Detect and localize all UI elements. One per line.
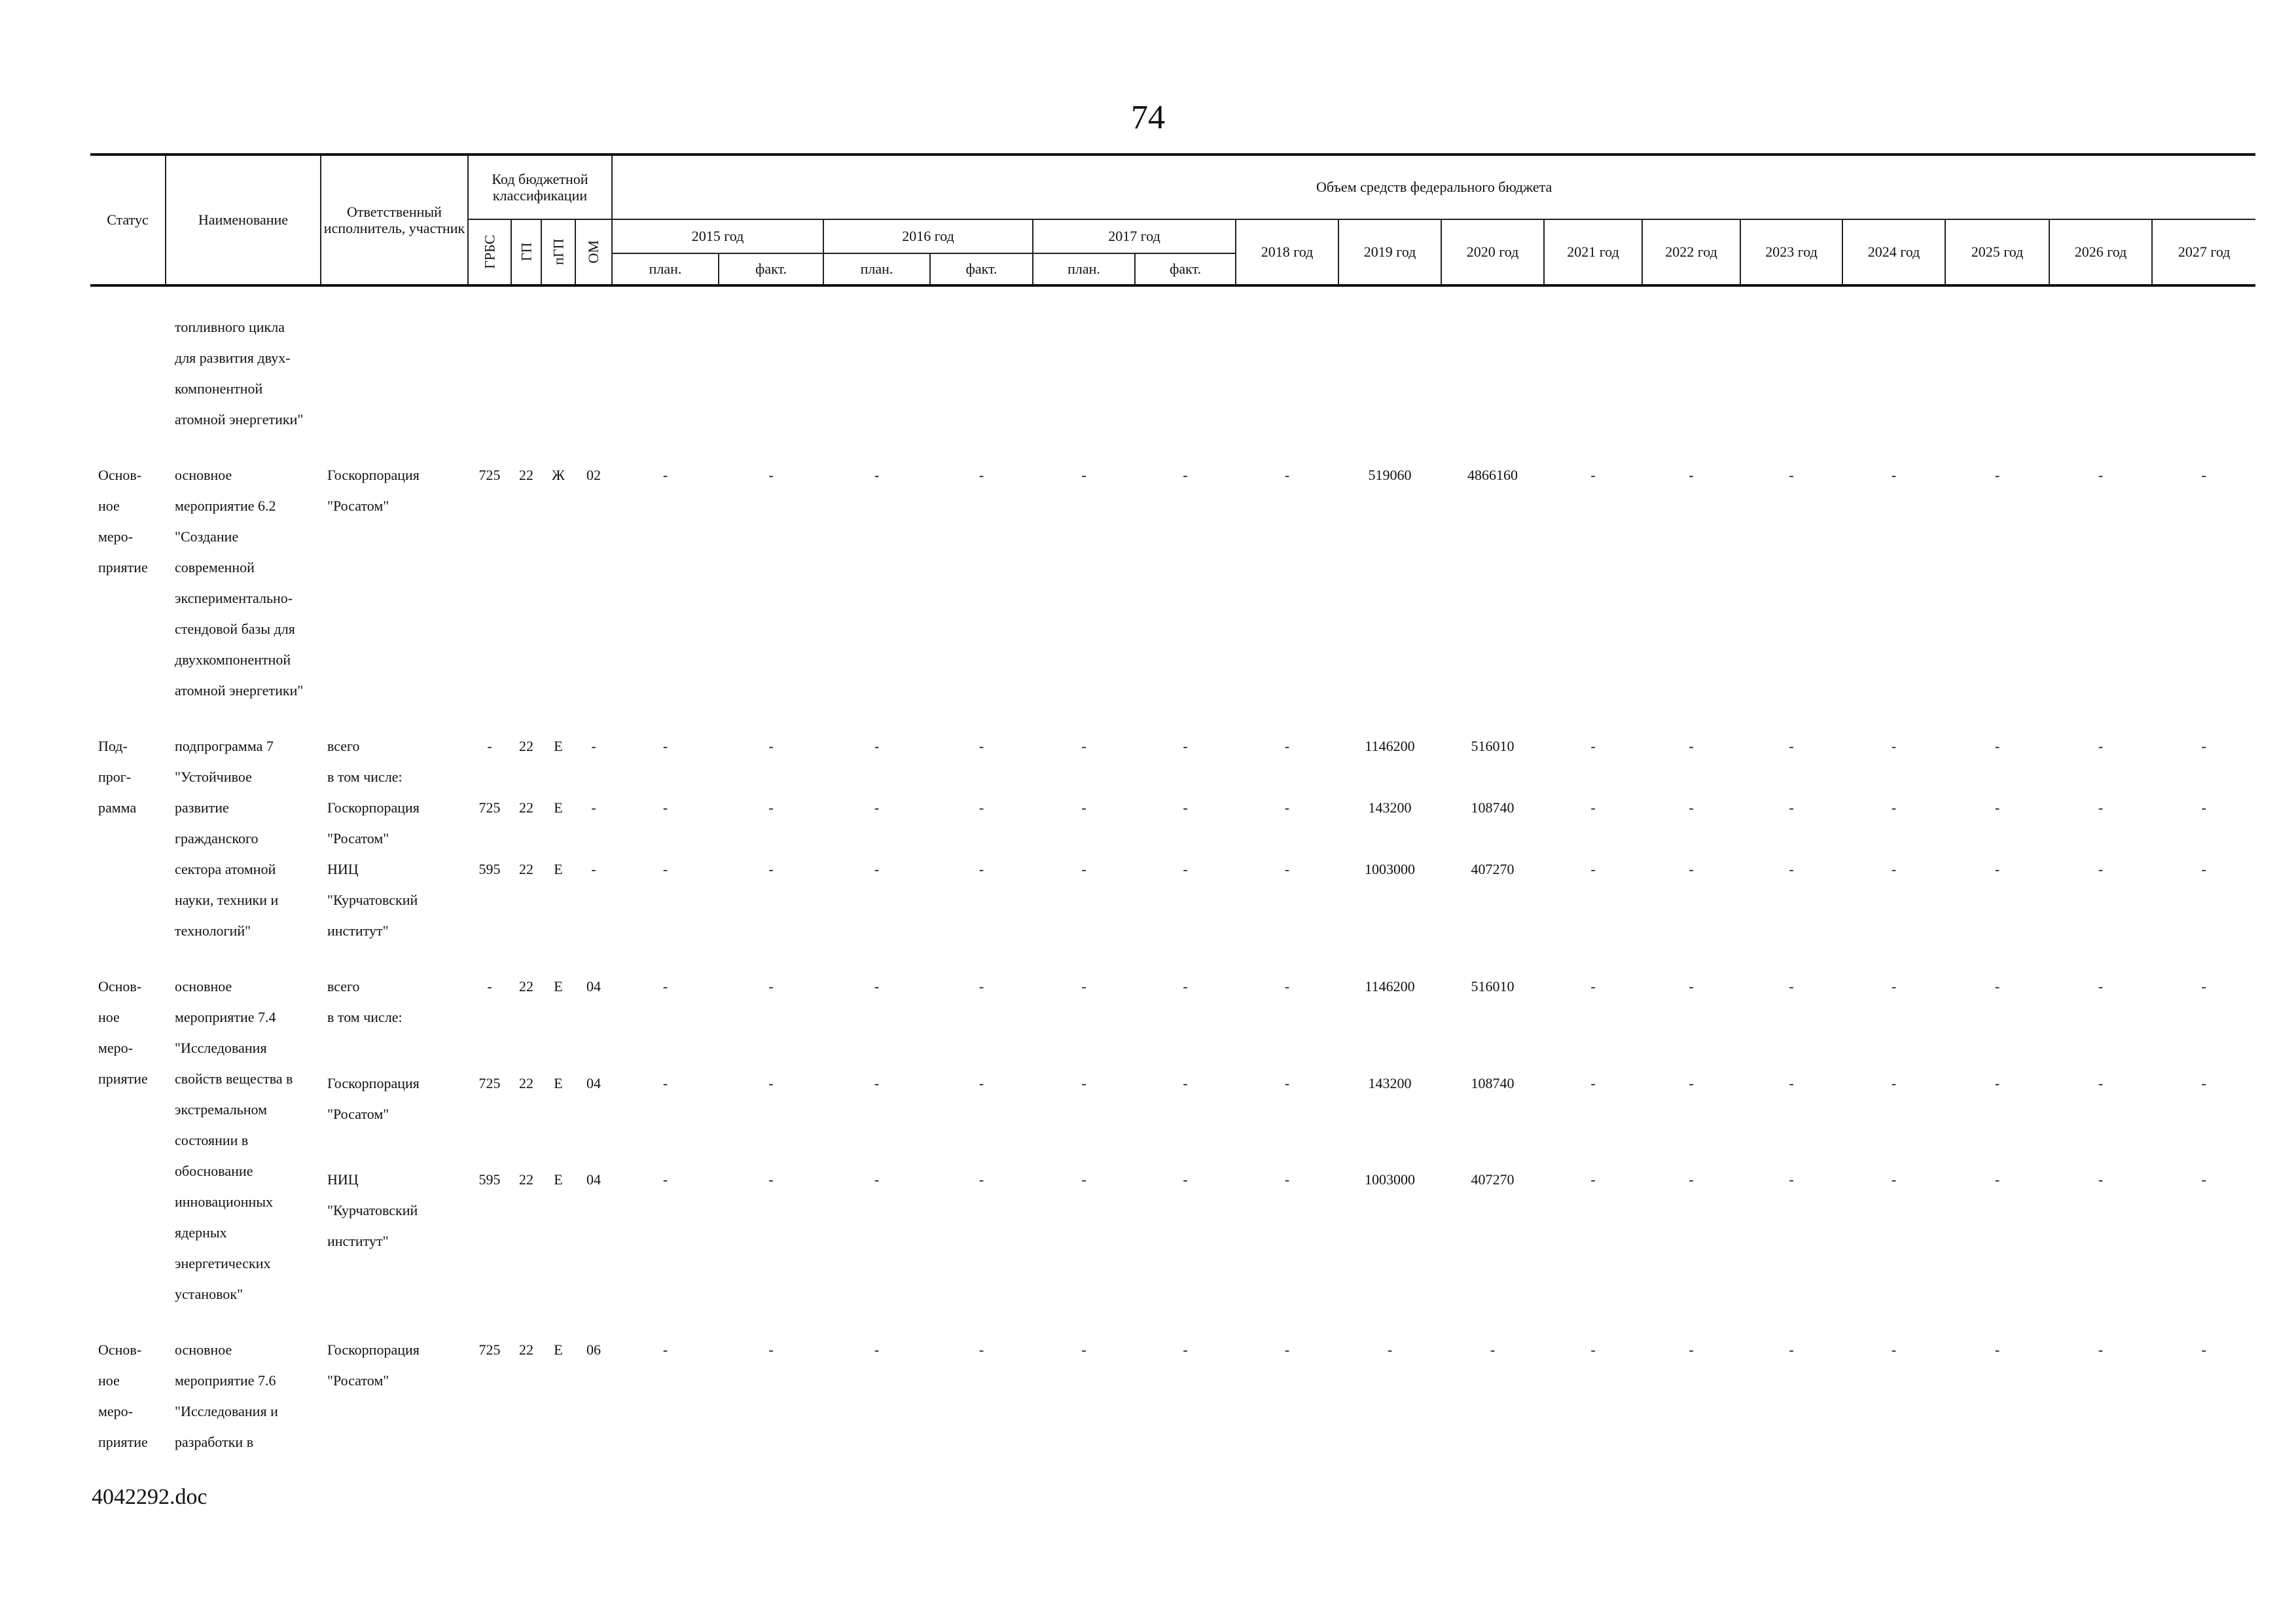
cell-code-pgp: Е: [554, 978, 563, 994]
cell-value: -: [2098, 738, 2104, 754]
cell-value: 407270: [1471, 1171, 1515, 1188]
cell-value: 516010: [1471, 978, 1515, 994]
budget-table: [90, 153, 2255, 1482]
cell-value: -: [1183, 738, 1188, 754]
cell-value: -: [768, 799, 774, 816]
cell-value: -: [1994, 738, 2000, 754]
row-spacer: [90, 435, 2255, 460]
cell-value: -: [1590, 799, 1596, 816]
header-code-om: ОМ: [575, 219, 612, 285]
cell-code-gp: 22: [519, 1074, 533, 1091]
cell-value: -: [662, 738, 668, 754]
cell-value: -: [1590, 861, 1596, 877]
header-responsible: Ответственный исполнитель, участник: [321, 155, 468, 285]
cell-name: топливного цикла для развития двух- компонентной атомной энергетики": [175, 319, 304, 428]
cell-value: [1135, 312, 1236, 435]
cell-value: -: [662, 1171, 668, 1188]
cell-value: -: [1891, 1074, 1897, 1091]
cell-code-pgp: Ж: [552, 467, 565, 483]
cell-value: -: [768, 861, 774, 877]
cell-value: 108740: [1471, 799, 1515, 816]
header-status: Статус: [90, 155, 166, 285]
cell-value: -: [2201, 1341, 2206, 1358]
cell-value: 516010: [1471, 738, 1515, 754]
cell-value: -: [1590, 1074, 1596, 1091]
header-year-2020: 2020 год: [1441, 219, 1544, 285]
cell-value: 1146200: [1365, 978, 1415, 994]
cell-value: -: [2098, 978, 2104, 994]
header-year-2016: 2016 год: [823, 219, 1033, 253]
cell-code-pgp: Е: [554, 738, 563, 754]
cell-value: -: [1284, 467, 1290, 483]
cell-value: -: [1789, 1074, 1794, 1091]
page-number: 74: [1131, 99, 1165, 136]
cell-value: -: [1891, 861, 1897, 877]
cell-value: -: [874, 861, 880, 877]
table-row: [90, 792, 2255, 854]
cell-value: [2152, 312, 2255, 435]
cell-value: -: [1789, 1341, 1794, 1358]
cell-value: -: [1284, 799, 1290, 816]
cell-value: -: [874, 1074, 880, 1091]
cell-value: -: [978, 1171, 984, 1188]
cell-code-gp: 22: [519, 1341, 533, 1358]
cell-value: [1945, 312, 2049, 435]
cell-code-pgp: Е: [554, 861, 563, 877]
cell-value: 519060: [1368, 467, 1412, 483]
cell-value: -: [1891, 738, 1897, 754]
cell-responsible: Госкорпорация "Росатом": [327, 799, 420, 847]
header-2016-fact: факт.: [930, 253, 1033, 285]
cell-value: -: [1789, 1171, 1794, 1188]
cell-responsible: всего в том числе:: [327, 978, 403, 1025]
header-year-2026: 2026 год: [2049, 219, 2152, 285]
header-year-2021: 2021 год: [1544, 219, 1642, 285]
cell-value: -: [2098, 1074, 2104, 1091]
row-spacer: [90, 1309, 2255, 1334]
table-row: [90, 731, 2255, 792]
cell-value: -: [2098, 861, 2104, 877]
cell-value: [1642, 312, 1740, 435]
table-body: [90, 285, 2255, 1482]
cell-code-grbs: -: [487, 978, 492, 994]
cell-value: -: [1789, 738, 1794, 754]
cell-value: 108740: [1471, 1074, 1515, 1091]
cell-value: -: [874, 467, 880, 483]
cell-code-gp: 22: [519, 799, 533, 816]
cell-value: -: [1183, 1171, 1188, 1188]
cell-value: -: [1081, 1074, 1086, 1091]
cell-value: [612, 312, 719, 435]
cell-code-gp: 22: [519, 1171, 533, 1188]
cell-value: -: [2201, 861, 2206, 877]
cell-value: -: [978, 1074, 984, 1091]
cell-value: 1146200: [1365, 738, 1415, 754]
cell-code-om: 06: [586, 1341, 601, 1358]
cell-code-grbs: 725: [478, 799, 501, 816]
cell-responsible: НИЦ "Курчатовский институт": [327, 861, 418, 939]
cell-value: -: [1590, 467, 1596, 483]
cell-value: -: [874, 1341, 880, 1358]
cell-code-om: 04: [586, 1171, 601, 1188]
cell-value: 143200: [1368, 799, 1412, 816]
cell-value: -: [1284, 738, 1290, 754]
cell-value: -: [1183, 1074, 1188, 1091]
table-row: [90, 1334, 2255, 1457]
cell-value: -: [1789, 978, 1794, 994]
header-budget-volume: Объем средств федерального бюджета: [612, 155, 2255, 219]
cell-value: -: [978, 861, 984, 877]
cell-value: -: [1891, 799, 1897, 816]
cell-value: -: [1689, 1171, 1694, 1188]
row-spacer: [90, 1457, 2255, 1482]
row-spacer: [90, 285, 2255, 312]
cell-value: [930, 312, 1033, 435]
cell-value: -: [1590, 738, 1596, 754]
cell-value: -: [978, 1341, 984, 1358]
header-code-pgp: пГП: [541, 219, 575, 285]
cell-code-grbs: -: [487, 738, 492, 754]
cell-value: [1338, 312, 1441, 435]
cell-value: [719, 312, 823, 435]
cell-value: -: [768, 978, 774, 994]
cell-code-om: -: [591, 799, 596, 816]
table-row: [90, 312, 2255, 435]
cell-code-grbs: 725: [478, 1074, 501, 1091]
header-year-2022: 2022 год: [1642, 219, 1740, 285]
cell-code-om: -: [591, 738, 596, 754]
cell-code-pgp: [541, 312, 575, 435]
cell-value: -: [1081, 978, 1086, 994]
cell-status: [90, 312, 166, 435]
table-row: [90, 971, 2255, 1068]
cell-value: -: [874, 1171, 880, 1188]
header-year-2019: 2019 год: [1338, 219, 1441, 285]
cell-code-pgp: Е: [554, 799, 563, 816]
cell-code-om: -: [591, 861, 596, 877]
cell-value: -: [1689, 467, 1694, 483]
cell-responsible: всего в том числе:: [327, 738, 403, 785]
cell-value: -: [768, 1074, 774, 1091]
cell-code-gp: 22: [519, 467, 533, 483]
header-2016-plan: план.: [823, 253, 930, 285]
cell-value: -: [2201, 1171, 2206, 1188]
cell-responsible: Госкорпорация "Росатом": [327, 467, 420, 514]
cell-code-gp: [511, 312, 541, 435]
cell-responsible: [321, 312, 468, 435]
cell-value: -: [2098, 1171, 2104, 1188]
cell-status: Под- прог- рамма: [98, 738, 137, 816]
header-code-grbs: ГРБС: [468, 219, 511, 285]
cell-value: -: [1183, 467, 1188, 483]
cell-value: -: [1891, 467, 1897, 483]
cell-value: -: [1994, 978, 2000, 994]
cell-code-gp: 22: [519, 738, 533, 754]
cell-value: -: [978, 738, 984, 754]
cell-code-om: 04: [586, 1074, 601, 1091]
header-year-2018: 2018 год: [1236, 219, 1338, 285]
cell-value: 4866160: [1467, 467, 1518, 483]
cell-value: -: [1183, 799, 1188, 816]
cell-name: основное мероприятие 7.4 "Исследования свойств вещества в экстремальном состоянии в обоснование инновационных ядерных энергетических установок": [175, 978, 293, 1302]
cell-value: -: [2201, 1074, 2206, 1091]
cell-value: -: [978, 799, 984, 816]
cell-code-pgp: Е: [554, 1074, 563, 1091]
header-2015-fact: факт.: [719, 253, 823, 285]
cell-value: -: [1689, 1074, 1694, 1091]
cell-value: -: [2201, 738, 2206, 754]
cell-value: -: [1081, 1171, 1086, 1188]
cell-value: -: [1284, 861, 1290, 877]
cell-value: [823, 312, 930, 435]
cell-name: подпрограмма 7 "Устойчивое развитие гражданского сектора атомной науки, техники и технологий": [175, 738, 279, 939]
header-year-2017: 2017 год: [1033, 219, 1236, 253]
cell-value: 143200: [1368, 1074, 1412, 1091]
cell-value: -: [1689, 1341, 1694, 1358]
cell-status: Основ- ное меро- приятие: [98, 978, 148, 1087]
cell-value: -: [1081, 1341, 1086, 1358]
header-year-2024: 2024 год: [1842, 219, 1945, 285]
cell-value: -: [1590, 978, 1596, 994]
cell-code-grbs: 595: [478, 1171, 501, 1188]
cell-responsible: НИЦ "Курчатовский институт": [327, 1171, 418, 1250]
cell-code-grbs: [468, 312, 511, 435]
cell-value: -: [1081, 738, 1086, 754]
cell-value: 407270: [1471, 861, 1515, 877]
cell-value: -: [1789, 861, 1794, 877]
cell-value: -: [2098, 467, 2104, 483]
cell-value: -: [874, 799, 880, 816]
cell-value: -: [1284, 978, 1290, 994]
cell-responsible: Госкорпорация "Росатом": [327, 1074, 420, 1122]
cell-name: основное мероприятие 7.6 "Исследования и разработки в: [175, 1341, 278, 1450]
table-row: [90, 854, 2255, 946]
cell-value: -: [2201, 467, 2206, 483]
cell-value: -: [768, 738, 774, 754]
header-year-2023: 2023 год: [1740, 219, 1842, 285]
cell-value: -: [1284, 1171, 1290, 1188]
header-2017-plan: план.: [1033, 253, 1135, 285]
cell-value: -: [2098, 799, 2104, 816]
cell-code-grbs: 725: [478, 1341, 501, 1358]
cell-value: 1003000: [1365, 1171, 1416, 1188]
cell-value: -: [1891, 1171, 1897, 1188]
cell-value: -: [978, 978, 984, 994]
cell-value: -: [1590, 1171, 1596, 1188]
cell-value: -: [1789, 467, 1794, 483]
cell-value: -: [662, 978, 668, 994]
cell-value: [1740, 312, 1842, 435]
cell-value: -: [2098, 1341, 2104, 1358]
cell-value: -: [768, 1171, 774, 1188]
cell-value: -: [1994, 1171, 2000, 1188]
cell-value: 1003000: [1365, 861, 1416, 877]
cell-code-om: 04: [586, 978, 601, 994]
cell-status: Основ- ное меро- приятие: [98, 1341, 148, 1450]
cell-value: -: [1689, 799, 1694, 816]
row-spacer: [90, 706, 2255, 731]
cell-code-grbs: 595: [478, 861, 501, 877]
cell-value: -: [1284, 1074, 1290, 1091]
cell-value: -: [1789, 799, 1794, 816]
row-spacer: [90, 946, 2255, 971]
cell-value: -: [1183, 1341, 1188, 1358]
cell-code-grbs: 725: [478, 467, 501, 483]
cell-value: -: [1994, 861, 2000, 877]
header-budget-code: Код бюджетной классификации: [468, 155, 612, 219]
cell-value: [1236, 312, 1338, 435]
header-year-2025: 2025 год: [1945, 219, 2049, 285]
header-year-2015: 2015 год: [612, 219, 823, 253]
header-name: Наименование: [166, 155, 321, 285]
cell-name: основное мероприятие 6.2 "Создание современной экспериментально- стендовой базы для двухкомпонентной атомной энергетики": [175, 467, 304, 699]
cell-value: [1441, 312, 1544, 435]
table-row: [90, 460, 2255, 706]
cell-value: -: [1590, 1341, 1596, 1358]
cell-value: -: [1183, 978, 1188, 994]
cell-code-om: 02: [586, 467, 601, 483]
cell-code-pgp: Е: [554, 1171, 563, 1188]
table-row: [90, 1068, 2255, 1165]
cell-value: -: [768, 467, 774, 483]
cell-value: -: [662, 1341, 668, 1358]
footer-filename: 4042292.doc: [92, 1485, 207, 1509]
cell-value: -: [662, 861, 668, 877]
cell-value: -: [1387, 1341, 1393, 1358]
cell-code-gp: 22: [519, 861, 533, 877]
cell-code-gp: 22: [519, 978, 533, 994]
cell-value: -: [662, 1074, 668, 1091]
header-code-gp: ГП: [511, 219, 541, 285]
cell-value: -: [978, 467, 984, 483]
cell-value: -: [1183, 861, 1188, 877]
header-year-2027: 2027 год: [2152, 219, 2255, 285]
cell-value: -: [1689, 738, 1694, 754]
cell-value: -: [1994, 799, 2000, 816]
table-header: [90, 155, 2255, 285]
table-row: [90, 1164, 2255, 1309]
cell-value: [1544, 312, 1642, 435]
header-2015-plan: план.: [612, 253, 719, 285]
cell-value: -: [1994, 1074, 2000, 1091]
cell-value: -: [1994, 467, 2000, 483]
cell-responsible: Госкорпорация "Росатом": [327, 1341, 420, 1389]
cell-value: -: [2201, 799, 2206, 816]
cell-value: -: [662, 467, 668, 483]
cell-status: Основ- ное меро- приятие: [98, 467, 148, 575]
cell-value: -: [1490, 1341, 1496, 1358]
cell-value: -: [1689, 861, 1694, 877]
cell-value: -: [874, 738, 880, 754]
cell-value: -: [768, 1341, 774, 1358]
cell-value: -: [2201, 978, 2206, 994]
cell-code-pgp: Е: [554, 1341, 563, 1358]
cell-value: -: [1891, 978, 1897, 994]
cell-value: -: [874, 978, 880, 994]
cell-value: -: [1284, 1341, 1290, 1358]
cell-value: -: [1891, 1341, 1897, 1358]
cell-value: [2049, 312, 2152, 435]
cell-value: -: [662, 799, 668, 816]
cell-value: -: [1689, 978, 1694, 994]
cell-code-om: [575, 312, 612, 435]
cell-value: -: [1994, 1341, 2000, 1358]
cell-value: -: [1081, 861, 1086, 877]
cell-value: -: [1081, 799, 1086, 816]
cell-value: [1033, 312, 1135, 435]
cell-value: [1842, 312, 1945, 435]
cell-value: -: [1081, 467, 1086, 483]
header-2017-fact: факт.: [1135, 253, 1236, 285]
